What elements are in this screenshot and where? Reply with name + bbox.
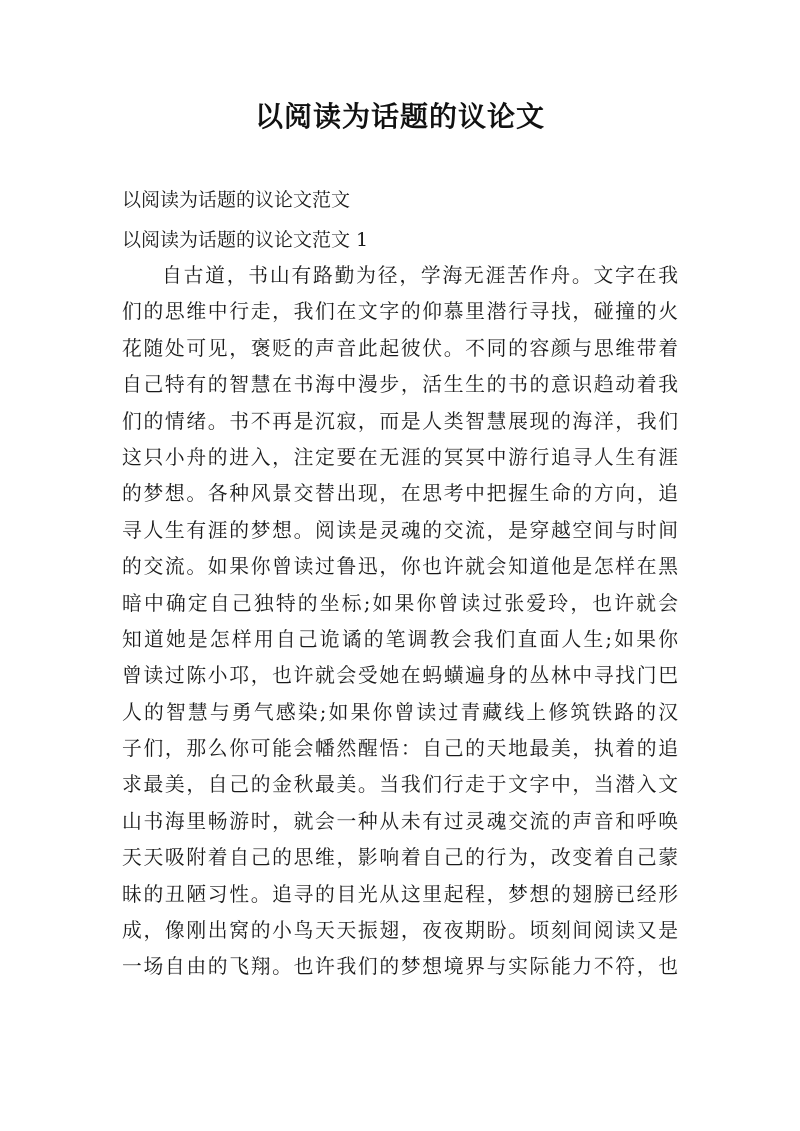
paragraph-line: 成，像刚出窝的小鸟天天振翅，夜夜期盼。顷刻间阅读又是	[122, 919, 678, 943]
paragraph-line: 寻人生有涯的梦想。阅读是灵魂的交流，是穿越空间与时间	[122, 518, 678, 542]
paragraph-line: 的梦想。各种风景交替出现，在思考中把握生命的方向，追	[122, 482, 678, 506]
paragraph-line: 昧的丑陋习性。追寻的目光从这里起程，梦想的翅膀已经形	[122, 882, 678, 906]
paragraph-line: 们的思维中行走，我们在文字的仰慕里潜行寻找，碰撞的火	[122, 300, 678, 324]
paragraph-line: 天天吸附着自己的思维，影响着自己的行为，改变着自己蒙	[122, 846, 678, 870]
document-subtitle: 以阅读为话题的议论文范文	[122, 189, 351, 211]
paragraph-line: 求最美，自己的金秋最美。当我们行走于文字中，当潜入文	[122, 773, 678, 797]
paragraph-line: 自己特有的智慧在书海中漫步，活生生的书的意识趋动着我	[122, 373, 678, 397]
document-title: 以阅读为话题的议论文	[254, 100, 545, 133]
body-paragraph	[122, 258, 678, 986]
paragraph-line: 山书海里畅游时，就会一种从未有过灵魂交流的声音和呼唤	[122, 809, 678, 833]
paragraph-line: 知道她是怎样用自己诡谲的笔调教会我们直面人生;如果你	[122, 627, 678, 651]
paragraph-line: 这只小舟的进入，注定要在无涯的冥冥中游行追寻人生有涯	[122, 445, 678, 469]
paragraph-line: 暗中确定自己独特的坐标;如果你曾读过张爱玲，也许就会	[122, 591, 678, 615]
paragraph-line: 人的智慧与勇气感染;如果你曾读过青藏线上修筑铁路的汉	[122, 700, 678, 724]
paragraph-line: 子们，那么你可能会幡然醒悟：自己的天地最美，执着的追	[122, 737, 678, 761]
paragraph-line: 自古道，书山有路勤为径，学海无涯苦作舟。文字在我	[162, 264, 678, 287]
paragraph-line: 花随处可见，褒贬的声音此起彼伏。不同的容颜与思维带着	[122, 336, 678, 360]
section-heading: 以阅读为话题的议论文范文 1	[122, 229, 369, 251]
paragraph-line: 一场自由的飞翔。也许我们的梦想境界与实际能力不符，也	[122, 955, 678, 979]
paragraph-line: 曾读过陈小邛，也许就会受她在蚂蟥遍身的丛林中寻找门巴	[122, 664, 678, 688]
paragraph-line: 的交流。如果你曾读过鲁迅，你也许就会知道他是怎样在黑	[122, 555, 678, 579]
paragraph-line: 们的情绪。书不再是沉寂，而是人类智慧展现的海洋，我们	[122, 409, 678, 433]
